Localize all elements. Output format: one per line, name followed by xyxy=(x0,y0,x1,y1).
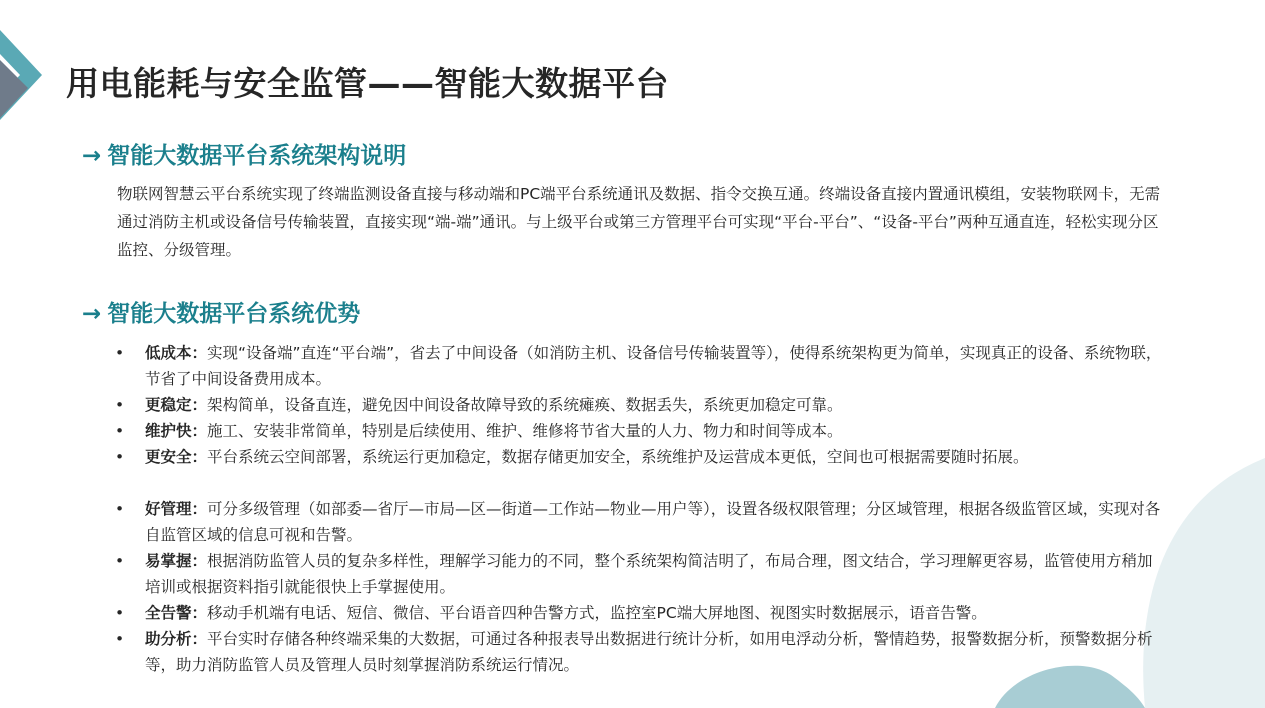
item-text: 架构简单，设备直连，避免因中间设备故障导致的系统瘫痪、数据丢失，系统更加稳定可靠。 xyxy=(207,396,843,414)
item-text: 根据消防监管人员的复杂多样性，理解学习能力的不同，整个系统架构简洁明了，布局合理，图文结合，学习理解更容易，监管使用方稍加培训或根据资料指引就能很快上手掌握使用。 xyxy=(145,552,1153,596)
item-label: 更安全： xyxy=(145,448,208,466)
item-text: 可分多级管理（如部委—省厅—市局—区—街道—工作站—物业—用户等），设置各级权限管理；分区域管理，根据各级监管区域，实现对各自监管区域的信息可视和告警。 xyxy=(145,500,1161,544)
item-label: 全告警： xyxy=(145,604,208,622)
list-item xyxy=(113,626,1163,678)
list-item xyxy=(113,600,1163,626)
item-label: 好管理： xyxy=(145,500,208,518)
arrow-right-icon: → xyxy=(82,143,102,169)
item-label: 更稳定： xyxy=(145,396,208,414)
bullet-marker: • xyxy=(115,396,125,414)
bullet-marker: • xyxy=(115,552,125,570)
arrow-right-icon: → xyxy=(82,301,102,327)
section-heading-text: 智能大数据平台系统优势 xyxy=(107,301,361,327)
bullet-marker: • xyxy=(115,448,125,466)
bullet-marker: • xyxy=(115,344,125,362)
item-text: 平台系统云空间部署，系统运行更加稳定，数据存储更加安全，系统维护及运营成本更低，空间也可根据需要随时拓展。 xyxy=(207,448,1029,466)
item-label: 低成本： xyxy=(145,344,208,362)
item-label: 助分析： xyxy=(145,630,208,648)
section-heading-text: 智能大数据平台系统架构说明 xyxy=(107,143,407,169)
bullet-marker: • xyxy=(115,422,125,440)
item-label: 易掌握： xyxy=(145,552,208,570)
architecture-paragraph: 物联网智慧云平台系统实现了终端监测设备直接与移动端和PC端平台系统通讯及数据、指令交换互通。终端设备直接内置通讯模组，安装物联网卡，无需通过消防主机或设备信号传输装置，直接实现“端-端”通讯。与上级平台或第三方管理平台可实现“平台-平台”、“设备-平台”两种互通直连，轻松实现分区监控、分级管理。 xyxy=(117,185,1161,259)
corner-chevron-decoration xyxy=(0,0,60,140)
list-item xyxy=(113,496,1163,548)
list-item xyxy=(113,418,1163,444)
bullet-marker: • xyxy=(115,500,125,518)
list-item xyxy=(113,340,1163,392)
page-title: 用电能耗与安全监管——智能大数据平台 xyxy=(66,64,669,103)
list-item xyxy=(113,392,1163,418)
item-text: 施工、安装非常简单，特别是后续使用、维护、维修将节省大量的人力、物力和时间等成本。 xyxy=(207,422,843,440)
list-item xyxy=(113,444,1163,470)
item-text: 平台实时存储各种终端采集的大数据，可通过各种报表导出数据进行统计分析，如用电浮动分析，警情趋势，报警数据分析，预警数据分析等，助力消防监管人员及管理人员时刻掌握消防系统运行情况。 xyxy=(145,630,1153,674)
advantages-list xyxy=(113,340,1163,678)
bullet-marker: • xyxy=(115,630,125,648)
item-text: 移动手机端有电话、短信、微信、平台语音四种告警方式，监控室PC端大屏地图、视图实时数据展示，语音告警。 xyxy=(207,604,987,622)
section-heading-architecture xyxy=(82,137,406,170)
list-item xyxy=(113,548,1163,600)
item-label: 维护快： xyxy=(145,422,208,440)
section-heading-advantages xyxy=(82,295,360,328)
item-text: 实现“设备端”直连“平台端”，省去了中间设备（如消防主机、设备信号传输装置等），使得系统架构更为简单，实现真正的设备、系统物联，节省了中间设备费用成本。 xyxy=(145,344,1162,388)
bullet-marker: • xyxy=(115,604,125,622)
